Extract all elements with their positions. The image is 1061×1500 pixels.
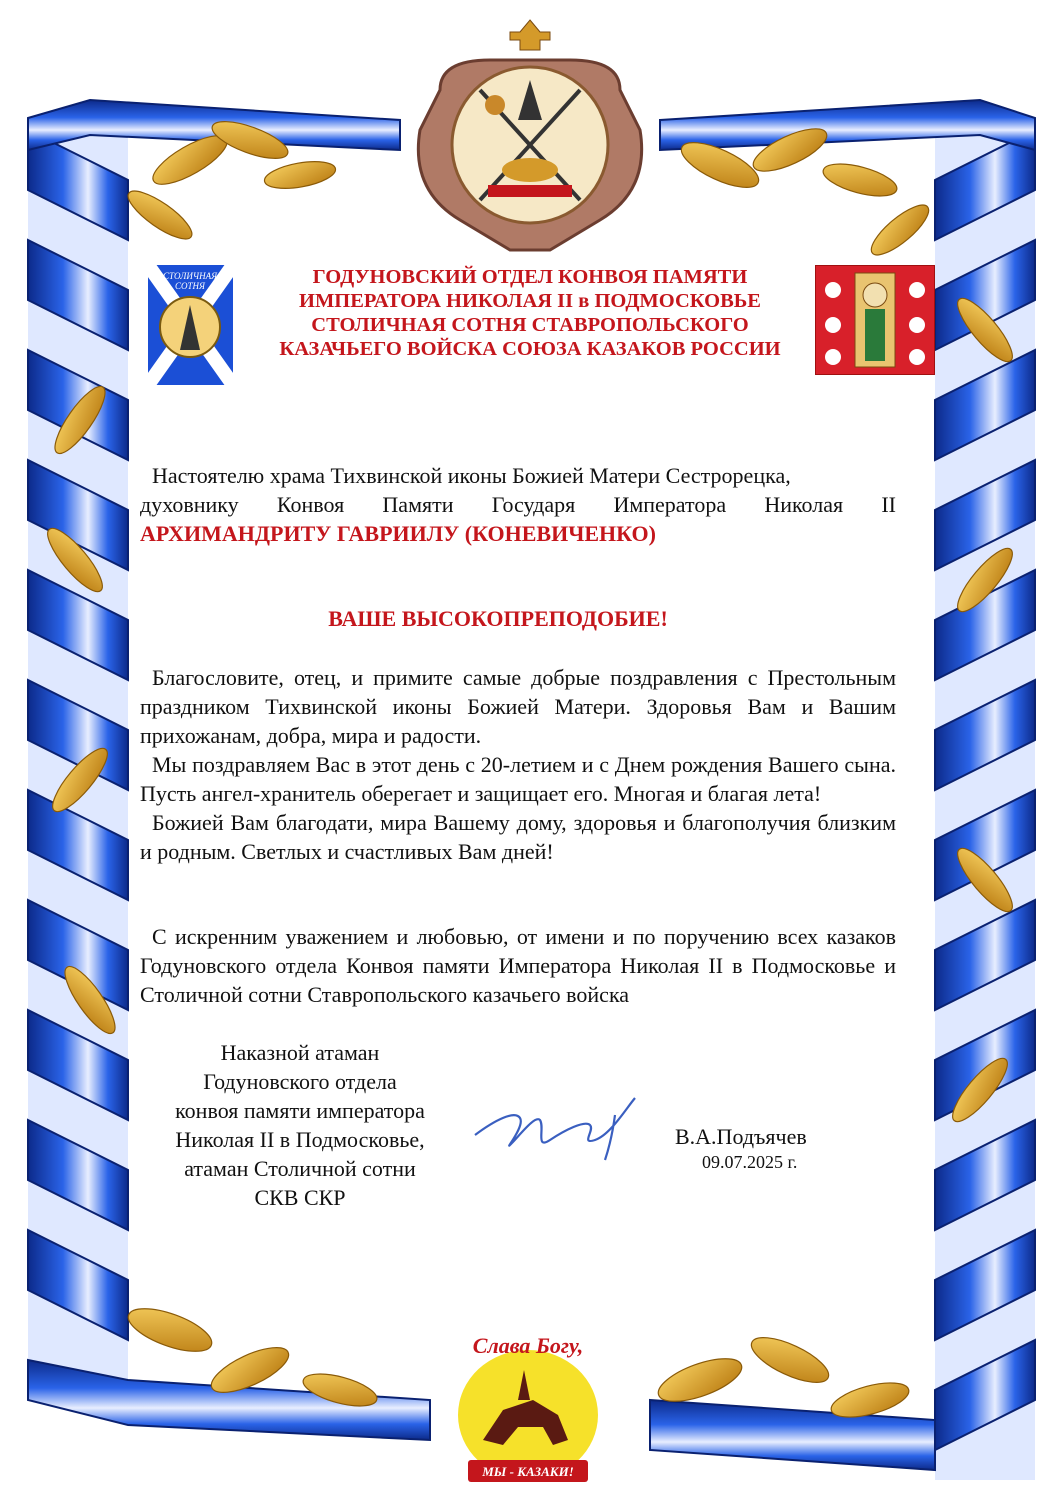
recipient: АРХИМАНДРИТУ ГАВРИИЛУ (КОНЕВИЧЕНКО): [140, 521, 656, 546]
logo-bottom-text: МЫ - КАЗАКИ!: [482, 1464, 574, 1479]
signer-title-line: Николая II в Подмосковье,: [175, 1127, 425, 1152]
signer-title: [140, 1038, 460, 1212]
left-ribbon: [28, 120, 128, 1380]
salutation: ВАШЕ ВЫСОКОПРЕПОДОБИЕ!: [328, 606, 668, 631]
header-line-1: ГОДУНОВСКИЙ ОТДЕЛ КОНВОЯ ПАМЯТИ: [312, 266, 748, 288]
closing-text: С искренним уважением и любовью, от имени и по поручению всех казаков Годуновского отдела Конвоя памяти Императора Николая II в Подмосковье и Столичной сотни Ставропольского казачьего войска: [140, 924, 896, 1007]
closing-paragraph: [140, 922, 896, 1009]
icon-emblem: [815, 265, 935, 375]
svg-text:СОТНЯ: СОТНЯ: [175, 281, 205, 291]
address-block: [140, 461, 896, 548]
signer-title-line: Наказной атаман: [220, 1040, 380, 1065]
stolichnaya-sotnya-emblem: [148, 265, 233, 385]
slava-bogu-logo: [448, 1315, 608, 1490]
signer-title-line: конвоя памяти императора: [175, 1098, 425, 1123]
signer-name: В.А.Подъячев: [675, 1124, 807, 1149]
logo-top-text: Слава Богу,: [472, 1333, 584, 1358]
organization-header: [250, 265, 810, 361]
signer-title-line: Годуновского отдела: [203, 1069, 397, 1094]
address-line-1: Настоятелю храма Тихвинской иконы Божией Матери Сестрорецка,: [152, 463, 791, 488]
header-line-2: ИМПЕРАТОРА НИКОЛАЯ II в ПОДМОСКОВЬЕ: [299, 290, 761, 312]
header-line-3: СТОЛИЧНАЯ СОТНЯ СТАВРОПОЛЬСКОГО: [311, 314, 749, 336]
body-paragraph-2: Мы поздравляем Вас в этот день с 20-летием и с Днем рождения Вашего сына. Пусть ангел-хранитель оберегает и защищает его. Многая и благая лета!: [140, 752, 896, 806]
body-paragraph-1: Благословите, отец, и примите самые добрые поздравления с Престольным праздником Тихвинской иконы Божией Матери. Здоровья Вам и Вашим прихожанам, добра, мира и радости.: [140, 665, 896, 748]
signer-title-line: СКВ СКР: [254, 1185, 346, 1210]
header-line-4: КАЗАЧЬЕГО ВОЙСКА СОЮЗА КАЗАКОВ РОССИИ: [279, 338, 781, 360]
body-paragraph-3: Божией Вам благодати, мира Вашему дому, здоровья и благополучия близким и родным. Светлых и счастливых Вам дней!: [140, 810, 896, 864]
letter-date: 09.07.2025 г.: [702, 1152, 798, 1172]
svg-text:СТОЛИЧНАЯ: СТОЛИЧНАЯ: [163, 271, 217, 281]
handwritten-signature: [465, 1090, 650, 1165]
letter-body: [140, 663, 896, 866]
address-line-2: духовнику Конвоя Памяти Государя Императора Николая II: [140, 492, 896, 517]
signer-title-line: атаман Столичной сотни: [184, 1156, 416, 1181]
cossack-crest-emblem: [400, 10, 660, 260]
